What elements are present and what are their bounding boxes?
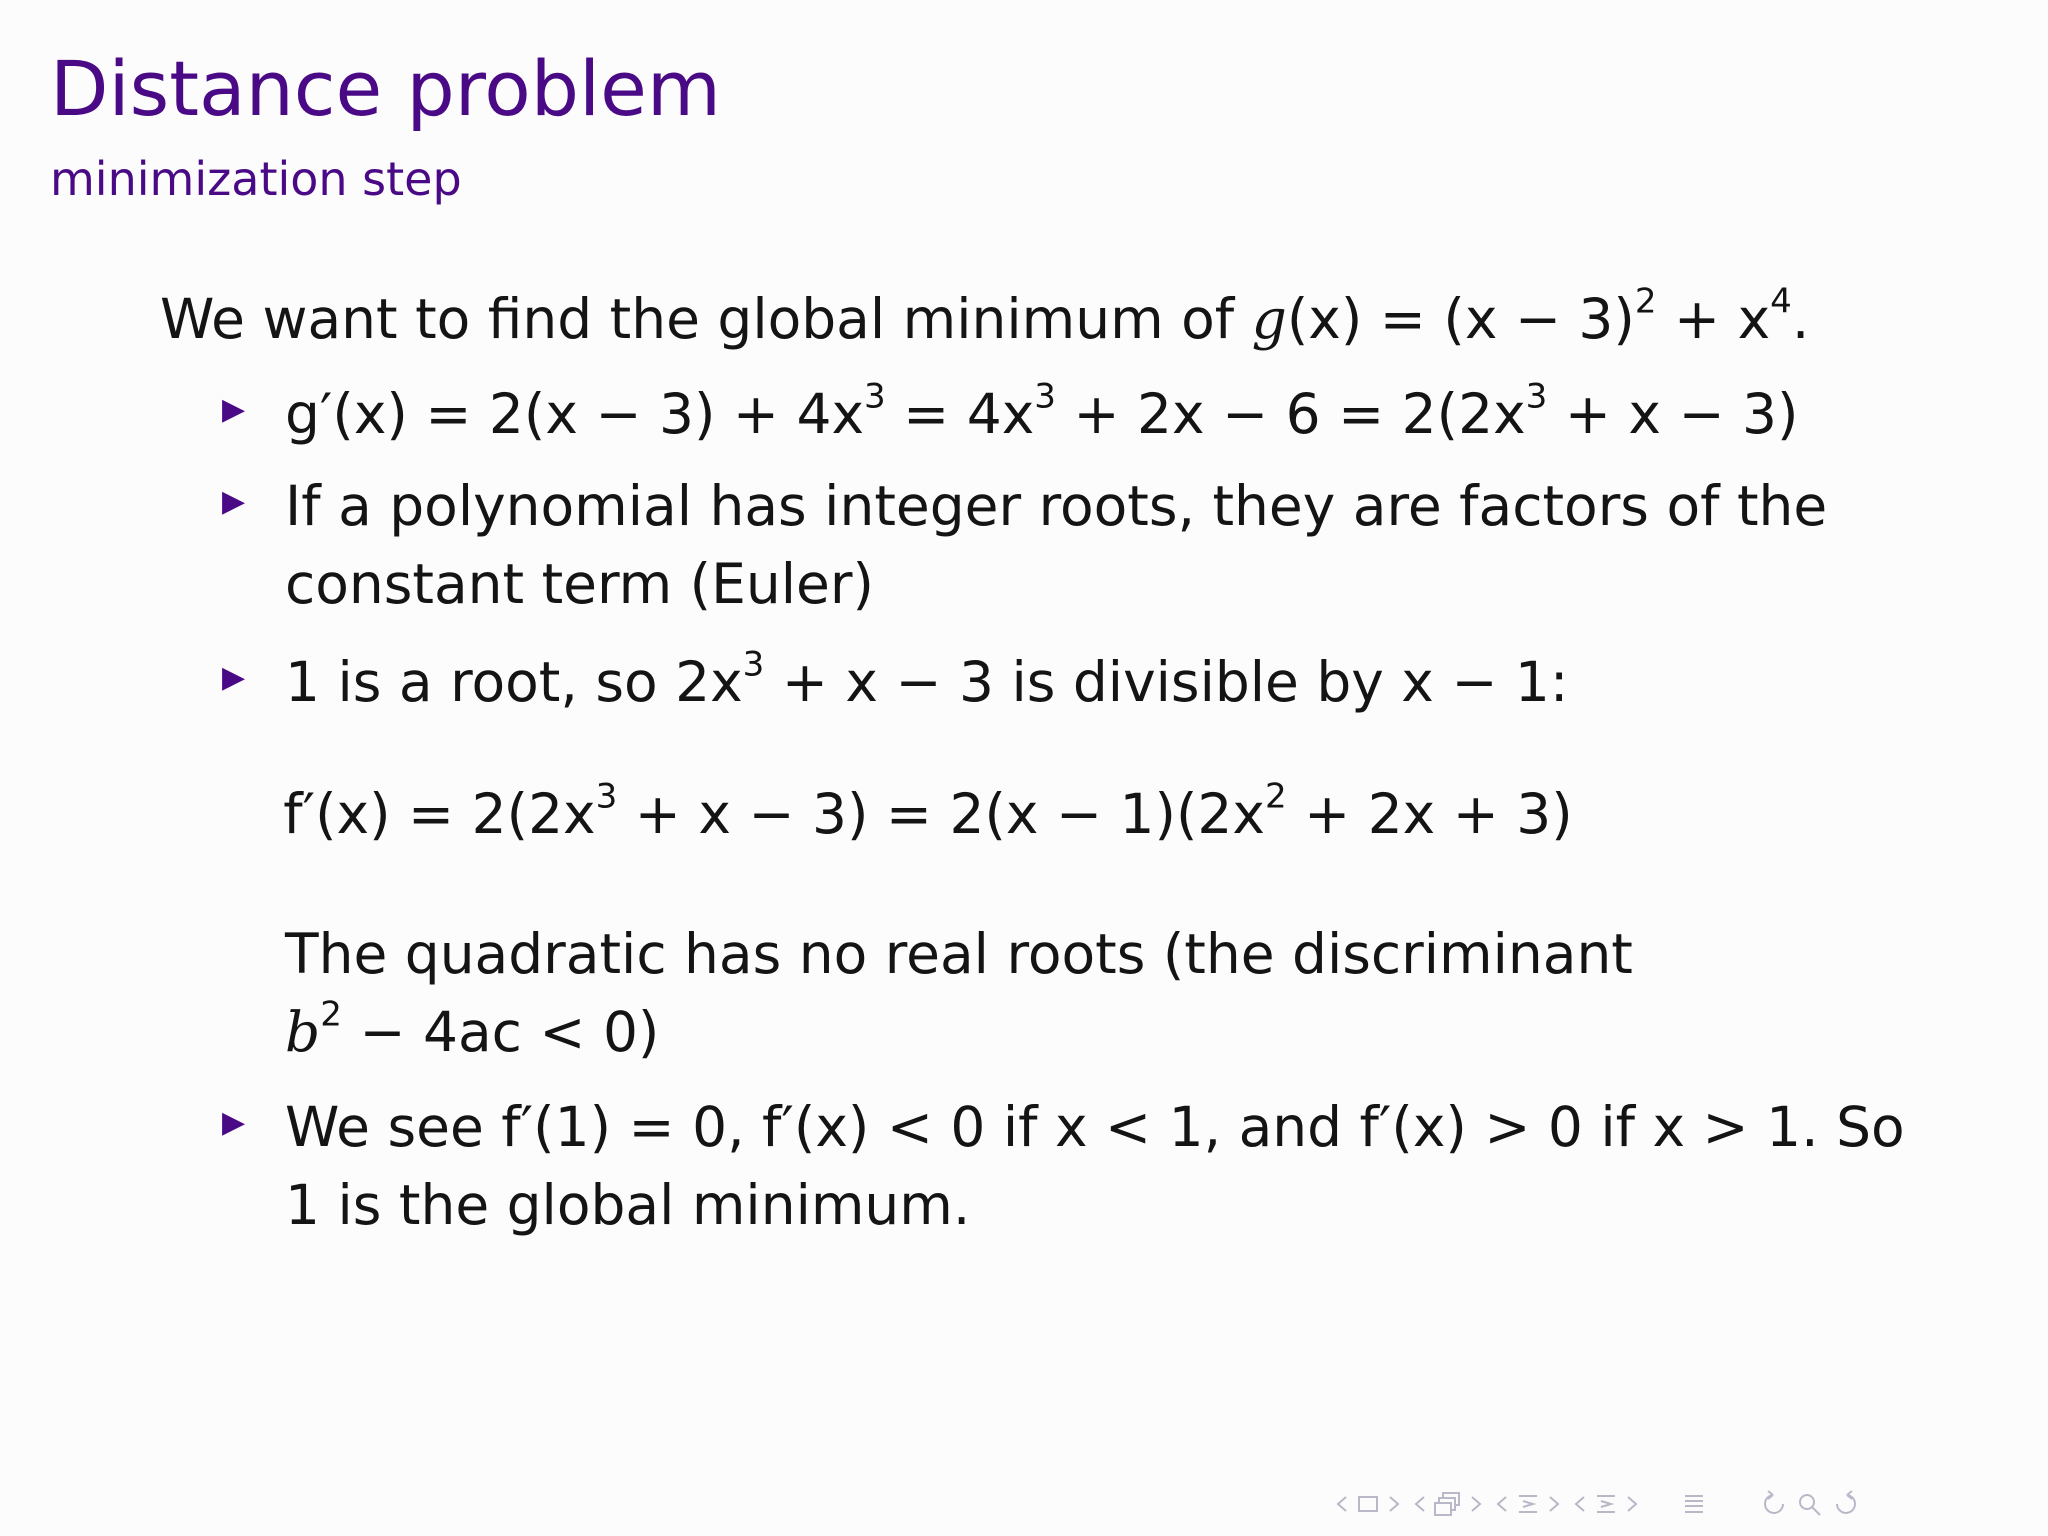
nav-prev-document-icon[interactable] — [1573, 1494, 1587, 1514]
nav-search-group — [1759, 1490, 1861, 1518]
quadratic-paragraph — [285, 915, 1633, 1071]
nav-section-group — [1495, 1491, 1561, 1517]
bullet-line: constant term (Euler) — [285, 552, 874, 616]
bullet-integer-roots — [285, 467, 1827, 623]
beamer-nav-bar — [1335, 1484, 1861, 1524]
nav-frame-icon[interactable] — [1355, 1493, 1381, 1515]
bullet-derivative: $g'(x) = 2(x - 3) + 4x^3 = 4x^3 + 2x - 6 = 2(2x^3 + x - 3)$ — [285, 376, 1799, 446]
slide-title: Distance problem — [50, 44, 721, 133]
nav-frame-group — [1335, 1493, 1401, 1515]
nav-forward-icon[interactable] — [1831, 1490, 1861, 1518]
nav-document-icon[interactable] — [1593, 1491, 1619, 1517]
slide-subtitle: minimization step — [50, 152, 462, 206]
bullet-line: 1 is the global minimum. — [285, 1173, 971, 1237]
display-equation: $f'(x) = 2(2x^3 + x - 3) = 2(x - 1)(2x^2 + 2x + 3)$ — [283, 776, 1573, 846]
nav-section-icon[interactable] — [1515, 1491, 1541, 1517]
bullet-line: We see f′(1) = 0, f′(x) < 0 if x < 1, and f′(x) > 0 if x > 1. So — [285, 1095, 1905, 1159]
bullet-line: If a polynomial has integer roots, they are factors of the — [285, 474, 1828, 538]
nav-document-group — [1573, 1491, 1639, 1517]
para-line: The quadratic has no real roots (the discriminant — [285, 922, 1633, 986]
nav-subsection-icon[interactable] — [1433, 1490, 1463, 1518]
nav-prev-section-icon[interactable] — [1495, 1494, 1509, 1514]
bullet-marker-icon: ▶ — [222, 392, 246, 427]
bullet-marker-icon: ▶ — [222, 484, 246, 519]
nav-next-section-icon[interactable] — [1547, 1494, 1561, 1514]
nav-prev-subsection-icon[interactable] — [1413, 1494, 1427, 1514]
nav-next-frame-icon[interactable] — [1387, 1494, 1401, 1514]
nav-search-icon[interactable] — [1795, 1490, 1825, 1518]
nav-toc-icon[interactable] — [1681, 1491, 1707, 1517]
nav-toc-group — [1681, 1491, 1707, 1517]
nav-next-document-icon[interactable] — [1625, 1494, 1639, 1514]
nav-subsection-group — [1413, 1490, 1483, 1518]
bullet-marker-icon: ▶ — [222, 660, 246, 695]
intro-line: We want to find the global minimum of $g(x) = (x - 3)^2 + x^4$. — [160, 281, 1810, 351]
nav-prev-frame-icon[interactable] — [1335, 1494, 1349, 1514]
para-line: $b^2 - 4ac < 0$) — [285, 994, 660, 1064]
bullet-root: 1 is a root, so $2x^3 + x - 3$ is divisible by x − 1: — [285, 644, 1569, 714]
nav-next-subsection-icon[interactable] — [1469, 1494, 1483, 1514]
nav-back-icon[interactable] — [1759, 1490, 1789, 1518]
bullet-conclusion — [285, 1088, 1905, 1244]
bullet-marker-icon: ▶ — [222, 1105, 246, 1140]
